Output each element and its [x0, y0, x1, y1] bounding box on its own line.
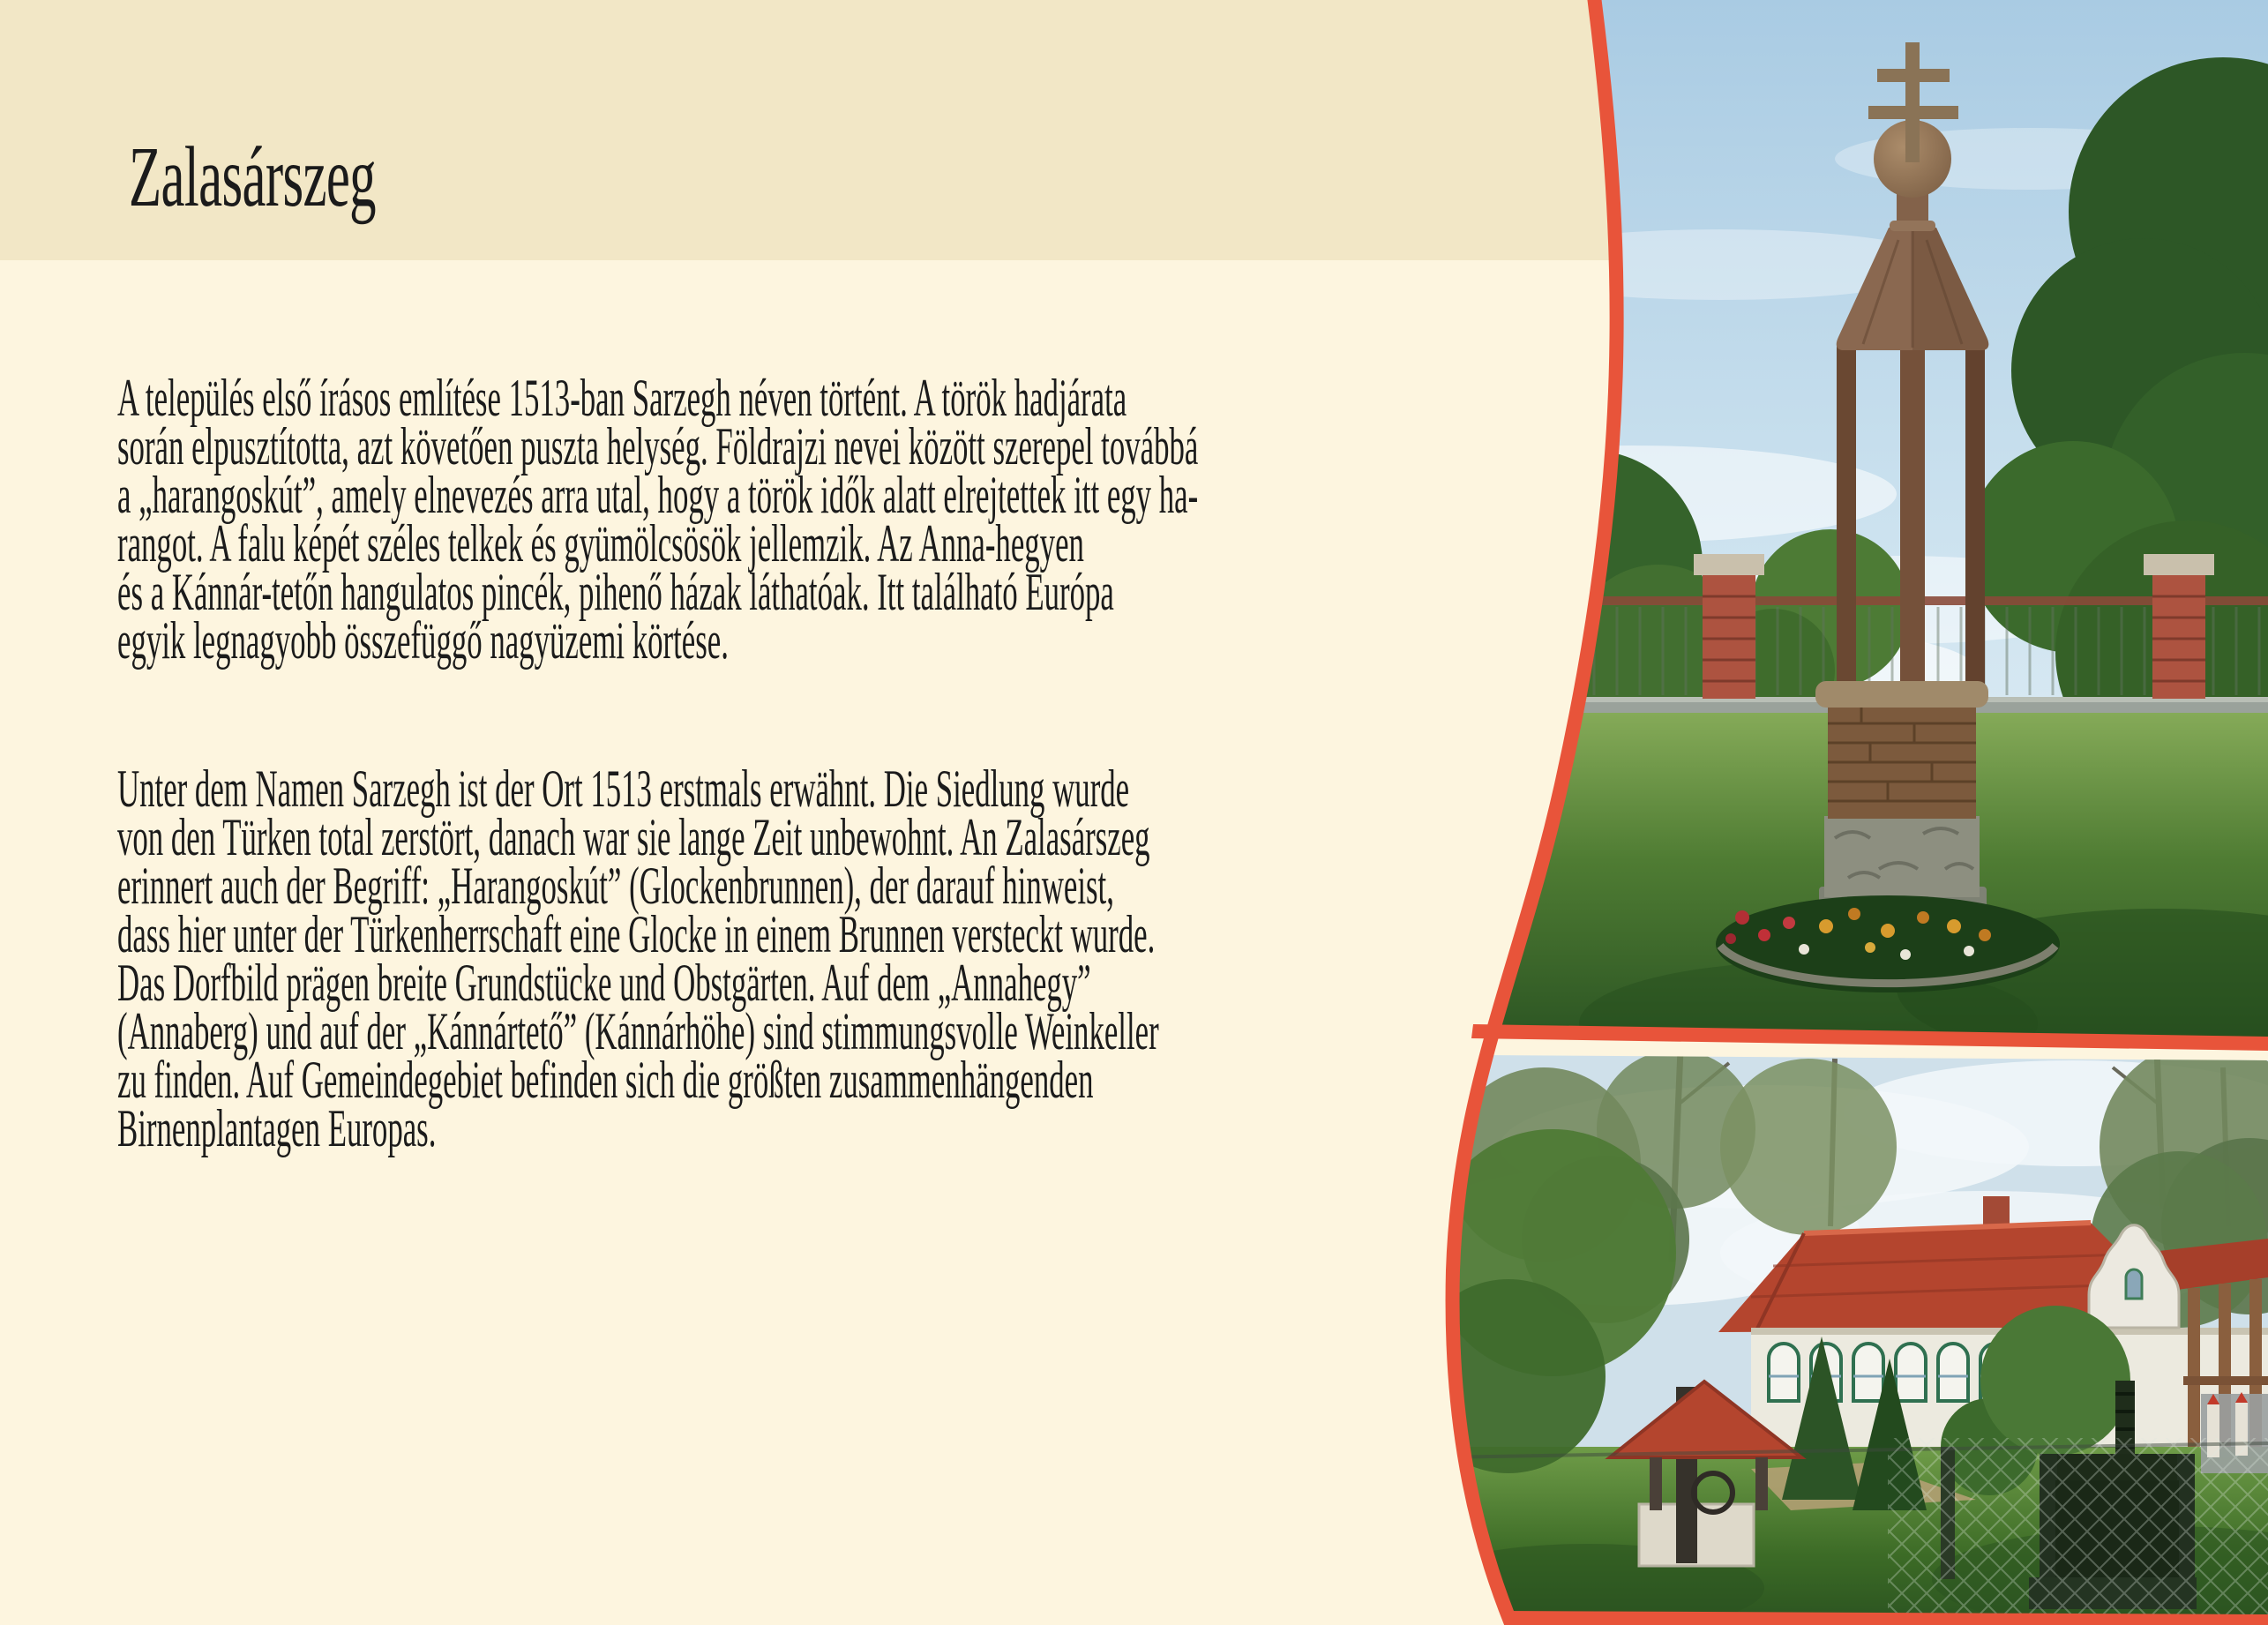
guesthouse-photo	[1403, 1041, 2268, 1625]
brick-pillar	[1484, 554, 1554, 699]
paragraph-line: zu finden. Auf Gemeindegebiet befinden sich die größten zusammenhängenden	[117, 1051, 1094, 1109]
paragraph-line: (Annaberg) und auf der „Kánnártető” (Kánnárhöhe) sind stimmungsvolle Weinkeller	[117, 1002, 1159, 1060]
brick-pillar	[1694, 554, 1764, 699]
flower-bed	[1716, 895, 2060, 992]
paragraph-line: von den Türken total zerstört, danach war sie lange Zeit unbewohnt. An Zalasárszeg	[117, 808, 1150, 866]
paragraph-line: Das Dorfbild prägen breite Grundstücke und Obstgärten. Auf dem „Annahegy”	[117, 954, 1091, 1012]
paragraph-line: dass hier unter der Türkenherrschaft eine Glocke in einem Brunnen versteckt wurde.	[117, 905, 1156, 963]
paragraph-line: rangot. A falu képét széles telkek és gyümölcsösök jellemzik. Az Anna-hegyen	[117, 514, 1084, 573]
page-title: Zalasárszeg	[129, 130, 376, 225]
fieldstone-base	[1824, 816, 1980, 897]
bell-tower-photo	[1367, 0, 2268, 1085]
paragraph-line: erinnert auch der Begriff: „Harangoskút” (Glockenbrunnen), der darauf hinweist,	[117, 857, 1114, 915]
chain-link-fence	[1888, 1438, 2268, 1619]
paragraph-line: Unter dem Namen Sarzegh ist der Ort 1513 erstmals erwähnt. Die Siedlung wurde	[117, 760, 1130, 818]
paragraph-line: Birnenplantagen Europas.	[117, 1099, 437, 1157]
paragraph-line: a „harangoskút”, amely elnevezés arra utal, hogy a török idők alatt elrejtettek itt egy ha-	[117, 466, 1199, 524]
paragraph-line: egyik legnagyobb összefüggő nagyüzemi körtése.	[117, 611, 729, 670]
brick-pillar	[2144, 554, 2214, 699]
paragraph-line: és a Kánnár-tetőn hangulatos pincék, pihenő házak láthatóak. Itt található Európa	[117, 563, 1114, 621]
paragraph-line: során elpusztította, azt követően puszta helység. Földrajzi nevei között szerepel továbbá	[117, 417, 1199, 476]
column-cap	[1815, 681, 1988, 708]
paragraph-line: A település első írásos említése 1513-ban Sarzegh néven történt. A török hadjárata	[117, 369, 1127, 427]
